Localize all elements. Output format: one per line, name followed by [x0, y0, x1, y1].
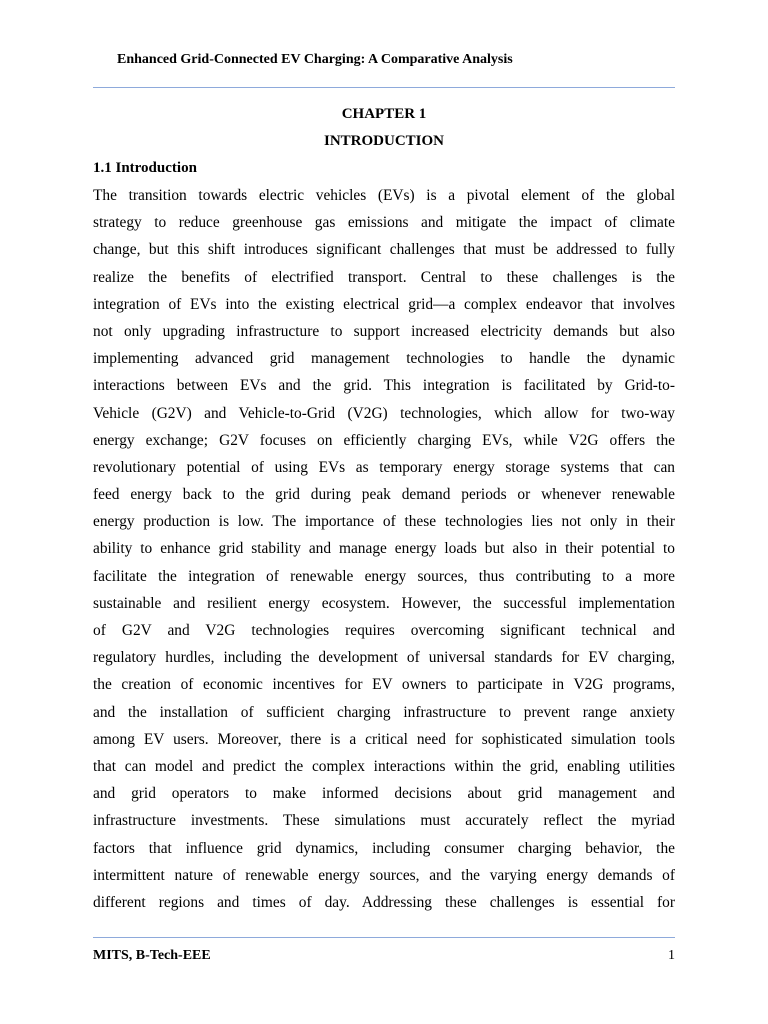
paragraph-line: among EV users. Moreover, there is a critical need for sophisticated simulation tools [93, 730, 675, 748]
paragraph-line: the creation of economic incentives for EV owners to participate in V2G programs, [93, 676, 675, 694]
section-heading: 1.1 Introduction [93, 160, 197, 176]
paragraph-line: sustainable and resilient energy ecosystem. However, the successful implementation [93, 594, 675, 612]
paragraph-line: ability to enhance grid stability and manage energy loads but also in their potential to [93, 540, 675, 558]
paragraph-line: intermittent nature of renewable energy sources, and the varying energy demands of [93, 866, 675, 884]
paragraph-line: energy exchange; G2V focuses on efficiently charging EVs, while V2G offers the [93, 431, 675, 449]
footer-rule [93, 937, 675, 938]
paragraph-line: and the installation of sufficient charging infrastructure to prevent range anxiety [93, 703, 675, 721]
page-number: 1 [668, 948, 675, 963]
paragraph-line: regulatory hurdles, including the development of universal standards for EV charging, [93, 649, 675, 667]
header-rule [93, 87, 675, 88]
paragraph-line: The transition towards electric vehicles (EVs) is a pivotal element of the global [93, 187, 675, 204]
paragraph-line: revolutionary potential of using EVs as temporary energy storage systems that can [93, 458, 675, 476]
paragraph-line: and grid operators to make informed decisions about grid management and [93, 785, 675, 803]
paragraph-line: that can model and predict the complex interactions within the grid, enabling utilities [93, 757, 675, 775]
chapter-title: INTRODUCTION [323, 133, 444, 149]
paragraph-line: of G2V and V2G technologies requires overcoming significant technical and [93, 622, 675, 639]
paragraph-line: energy production is low. The importance of these technologies lies not only in their [93, 513, 675, 531]
paragraph-line: interactions between EVs and the grid. This integration is facilitated by Grid-to- [93, 377, 675, 395]
footer-institution: MITS, B-Tech-EEE [93, 948, 211, 963]
paragraph-line: factors that influence grid dynamics, including consumer charging behavior, the [93, 839, 675, 857]
paragraph-line: not only upgrading infrastructure to support increased electricity demands but also [93, 322, 675, 340]
chapter-number: CHAPTER 1 [341, 106, 427, 122]
paragraph-line: change, but this shift introduces significant challenges that must be addressed to fully [93, 241, 675, 259]
body-paragraph [93, 182, 675, 916]
paragraph-line: different regions and times of day. Addressing these challenges is essential for [93, 893, 675, 911]
paragraph-line: implementing advanced grid management technologies to handle the dynamic [93, 350, 675, 368]
paragraph-line: realize the benefits of electrified transport. Central to these challenges is the [93, 268, 675, 286]
paragraph-line: integration of EVs into the existing electrical grid—a complex endeavor that involves [93, 295, 675, 313]
paragraph-line: feed energy back to the grid during peak demand periods or whenever renewable [93, 486, 675, 504]
paragraph-line: facilitate the integration of renewable energy sources, thus contributing to a more [93, 567, 675, 585]
paragraph-line: Vehicle (G2V) and Vehicle-to-Grid (V2G) technologies, which allow for two-way [93, 404, 675, 422]
paragraph-line: strategy to reduce greenhouse gas emissions and mitigate the impact of climate [93, 214, 675, 232]
paragraph-line: infrastructure investments. These simulations must accurately reflect the myriad [93, 812, 675, 830]
running-header: Enhanced Grid-Connected EV Charging: A Comparative Analysis [117, 52, 513, 67]
